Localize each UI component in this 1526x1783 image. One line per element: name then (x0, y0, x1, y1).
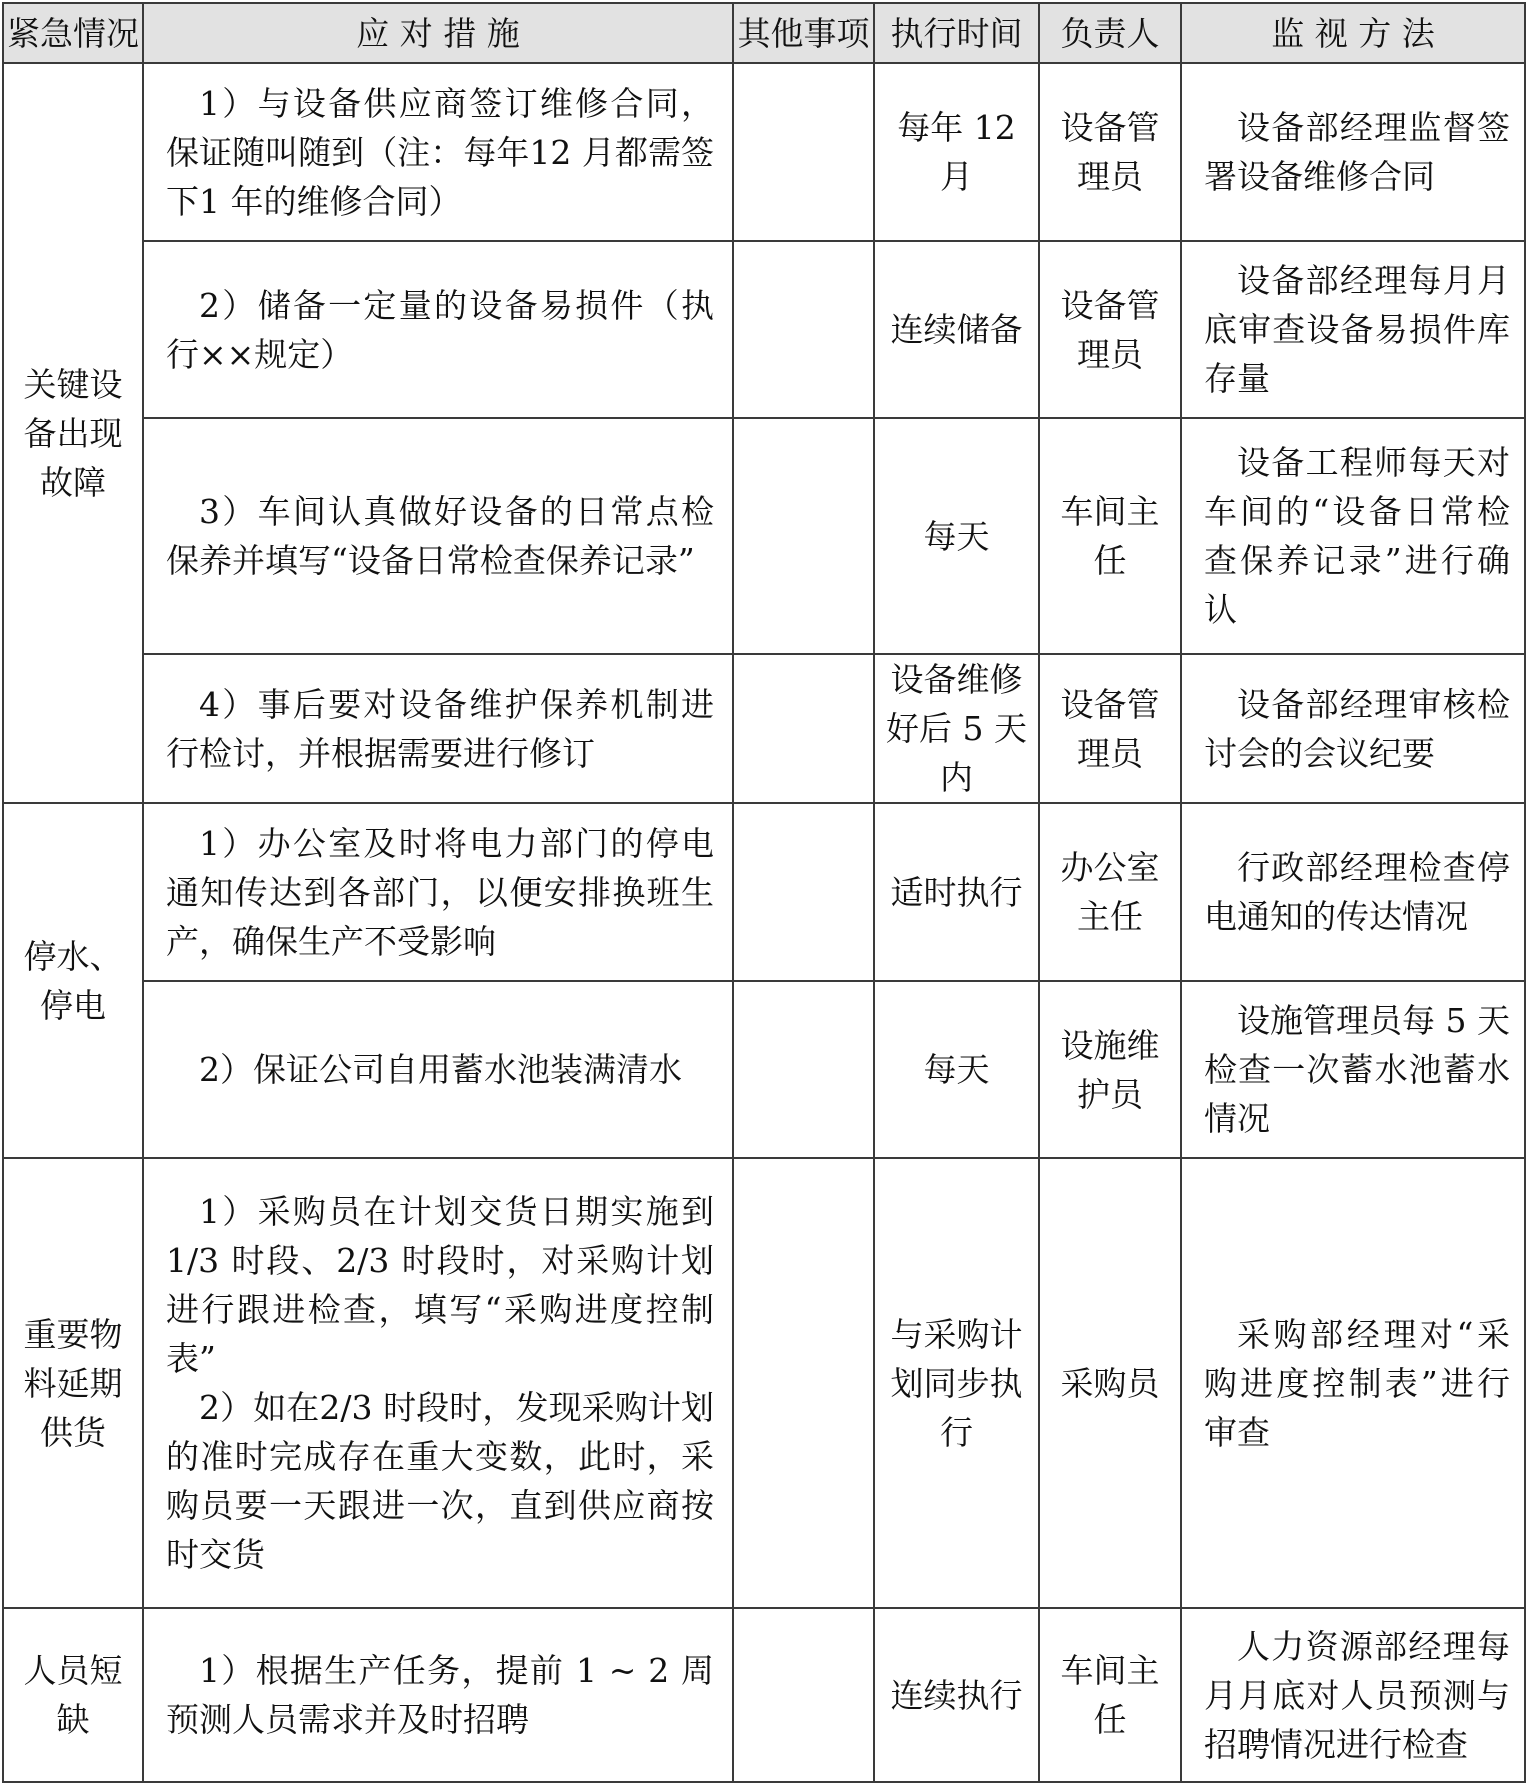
owner-text: 车间主任 (1060, 492, 1160, 580)
category-label: 停水、停电 (23, 936, 123, 1025)
measure-cell (143, 241, 733, 418)
monitor-text: 设施管理员每 5 天检查一次蓄水池蓄水情况 (1204, 1001, 1510, 1138)
measure-cell (143, 654, 733, 803)
owner-text: 设施维护员 (1060, 1025, 1160, 1114)
measure-text: 2）储备一定量的设备易损件（执行××规定） (166, 285, 714, 374)
table-row (3, 1608, 1525, 1782)
measure-text: 1）与设备供应商签订维修合同，保证随叫随到（注：每年12 月都需签下1 年的维修合同） (166, 83, 714, 221)
owner-cell (1039, 981, 1181, 1158)
table-row (3, 1158, 1525, 1608)
monitor-text: 行政部经理检查停电通知的传达情况 (1204, 848, 1510, 936)
category-cell (3, 63, 143, 803)
monitor-text: 设备部经理监督签署设备维修合同 (1204, 108, 1510, 196)
measure-text: 1）根据生产任务，提前 1 ~ 2 周预测人员需求并及时招聘 (166, 1651, 714, 1739)
owner-cell (1039, 418, 1181, 654)
other-cell (733, 241, 874, 418)
header-time: 执行时间 (874, 3, 1039, 63)
header-other: 其他事项 (733, 3, 874, 63)
other-cell (733, 1158, 874, 1608)
time-cell: 每天 (874, 418, 1039, 654)
time-cell: 适时执行 (874, 803, 1039, 981)
time-cell: 连续储备 (874, 241, 1039, 418)
time-cell: 设备维修好后 5 天内 (874, 654, 1039, 803)
monitor-text: 设备工程师每天对车间的“设备日常检查保养记录”进行确认 (1204, 443, 1510, 629)
category-cell (3, 1608, 143, 1782)
table-row (3, 654, 1525, 803)
measure-cell (143, 63, 733, 241)
measure-cell (143, 1608, 733, 1782)
category-label: 关键设备出现故障 (23, 364, 123, 502)
category-cell (3, 803, 143, 1158)
table-row (3, 418, 1525, 654)
owner-cell (1039, 1608, 1181, 1782)
table-row (3, 241, 1525, 418)
emergency-response-table (2, 2, 1526, 1783)
time-cell: 连续执行 (874, 1608, 1039, 1782)
monitor-cell (1181, 1608, 1525, 1782)
header-monitor: 监 视 方 法 (1181, 3, 1525, 63)
monitor-text: 设备部经理每月月底审查设备易损件库存量 (1204, 261, 1510, 398)
other-cell (733, 63, 874, 241)
monitor-cell (1181, 803, 1525, 981)
header-emergency: 紧急情况 (3, 3, 143, 63)
monitor-cell (1181, 1158, 1525, 1608)
other-cell (733, 803, 874, 981)
owner-text: 设备管理员 (1060, 285, 1160, 374)
monitor-cell (1181, 241, 1525, 418)
owner-cell (1039, 803, 1181, 981)
table-row (3, 981, 1525, 1158)
owner-text: 车间主任 (1060, 1651, 1160, 1739)
category-label: 重要物料延期供货 (23, 1314, 123, 1452)
category-label: 人员短缺 (23, 1651, 123, 1739)
owner-cell (1039, 241, 1181, 418)
header-row (3, 3, 1525, 63)
measure-text: 1）办公室及时将电力部门的停电通知传达到各部门，以便安排换班生产，确保生产不受影响 (166, 823, 714, 961)
measure-cell (143, 803, 733, 981)
measure-text: 4）事后要对设备维护保养机制进行检讨，并根据需要进行修订 (166, 684, 714, 773)
monitor-cell (1181, 418, 1525, 654)
table-row (3, 63, 1525, 241)
table-row (3, 803, 1525, 981)
owner-text: 设备管理员 (1060, 108, 1160, 196)
monitor-text: 设备部经理审核检讨会的会议纪要 (1204, 684, 1510, 773)
measure-cell (143, 1158, 733, 1608)
owner-text: 设备管理员 (1060, 684, 1160, 773)
monitor-cell (1181, 654, 1525, 803)
owner-text: 办公室主任 (1060, 848, 1160, 936)
measure-cell (143, 981, 733, 1158)
time-cell: 与采购计划同步执行 (874, 1158, 1039, 1608)
measure-cell (143, 418, 733, 654)
other-cell (733, 418, 874, 654)
measure-text: 1）采购员在计划交货日期实施到1/3 时段、2/3 时段时，对采购计划进行跟进检查，填写“采购进度控制表” (166, 1192, 714, 1378)
other-cell (733, 1608, 874, 1782)
monitor-text: 人力资源部经理每月月底对人员预测与招聘情况进行检查 (1204, 1626, 1510, 1764)
measure-text: 3）车间认真做好设备的日常点检保养并填写“设备日常检查保养记录” (166, 492, 714, 580)
monitor-cell (1181, 981, 1525, 1158)
measure-text: 2）保证公司自用蓄水池装满清水 (199, 1050, 682, 1089)
monitor-text: 采购部经理对“采购进度控制表”进行审查 (1204, 1314, 1510, 1452)
header-measures: 应 对 措 施 (143, 3, 733, 63)
other-cell (733, 654, 874, 803)
other-cell (733, 981, 874, 1158)
owner-cell (1039, 1158, 1181, 1608)
owner-cell (1039, 654, 1181, 803)
time-cell: 每年 12 月 (874, 63, 1039, 241)
measure-text: 2）如在2/3 时段时，发现采购计划的准时完成存在重大变数，此时，采购员要一天跟进一次，直到供应商按时交货 (166, 1388, 714, 1574)
monitor-cell (1181, 63, 1525, 241)
time-cell: 每天 (874, 981, 1039, 1158)
header-owner: 负责人 (1039, 3, 1181, 63)
owner-cell (1039, 63, 1181, 241)
owner-text: 采购员 (1060, 1363, 1160, 1403)
category-cell (3, 1158, 143, 1608)
